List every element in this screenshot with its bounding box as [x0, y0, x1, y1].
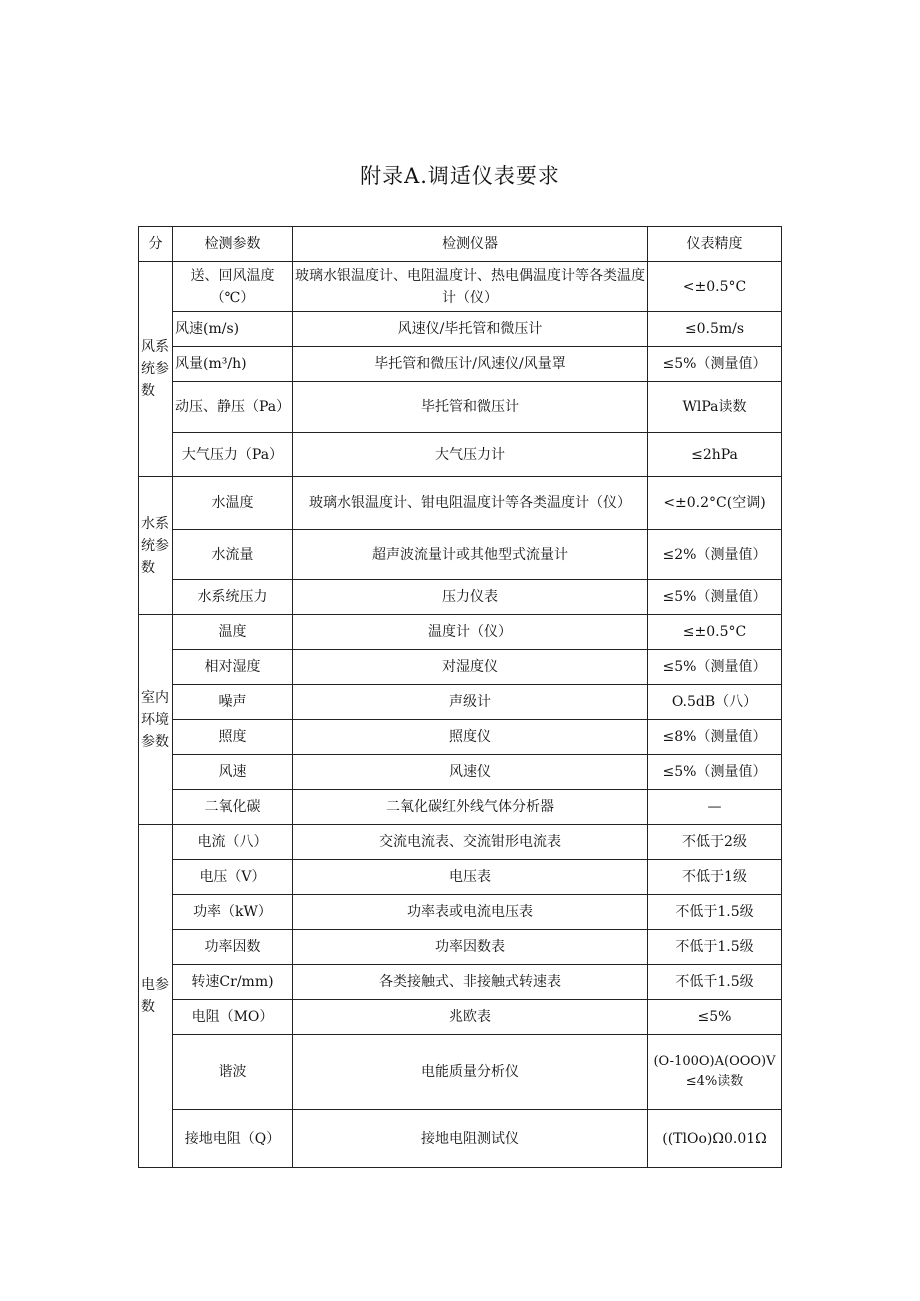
- accuracy-cell: 不低于2级: [648, 825, 782, 860]
- accuracy-cell: ≤5%（测量值）: [648, 580, 782, 615]
- instrument-cell: 交流电流表、交流钳形电流表: [293, 825, 648, 860]
- param-cell: 风量(m³/h): [173, 347, 293, 382]
- accuracy-cell: ≤2%（测量值）: [648, 530, 782, 580]
- table-row: [139, 930, 782, 965]
- table-row: [139, 965, 782, 1000]
- accuracy-cell: ≤5%（测量值）: [648, 755, 782, 790]
- table-row: [139, 685, 782, 720]
- accuracy-cell: ≤±0.5°C: [648, 615, 782, 650]
- table-row: [139, 1035, 782, 1110]
- param-cell: 电压（V）: [173, 860, 293, 895]
- param-cell: 照度: [173, 720, 293, 755]
- instrument-cell: 声级计: [293, 685, 648, 720]
- param-cell: 谐波: [173, 1035, 293, 1110]
- header-category: 分: [139, 227, 173, 262]
- param-cell: 送、回风温度（℃）: [173, 262, 293, 312]
- param-cell: 电流（八）: [173, 825, 293, 860]
- accuracy-cell: 不低于1级: [648, 860, 782, 895]
- table-row: [139, 382, 782, 433]
- table-row: [139, 615, 782, 650]
- table-header-row: [139, 227, 782, 262]
- accuracy-cell: <±0.2°C(空调): [648, 477, 782, 530]
- accuracy-cell: <±0.5°C: [648, 262, 782, 312]
- accuracy-cell: (O-100O)A(OOO)V≤4%读数: [648, 1035, 782, 1110]
- table-row: [139, 860, 782, 895]
- instrument-cell: 风速仪: [293, 755, 648, 790]
- table-row: [139, 312, 782, 347]
- header-instrument: 检测仪器: [293, 227, 648, 262]
- accuracy-cell: WlPa读数: [648, 382, 782, 433]
- instrument-cell: 功率因数表: [293, 930, 648, 965]
- table-row: [139, 477, 782, 530]
- accuracy-cell: ((TlOo)Ω0.01Ω: [648, 1110, 782, 1168]
- table-row: [139, 580, 782, 615]
- param-cell: 水流量: [173, 530, 293, 580]
- accuracy-cell: 不低千1.5级: [648, 965, 782, 1000]
- accuracy-cell: 不低于1.5级: [648, 930, 782, 965]
- table-row: [139, 1000, 782, 1035]
- param-cell: 风速(m/s): [173, 312, 293, 347]
- instrument-cell: 兆欧表: [293, 1000, 648, 1035]
- instrument-cell: 毕托管和微压计: [293, 382, 648, 433]
- group-label-electrical: 电参数: [139, 825, 173, 1168]
- instrument-cell: 大气压力计: [293, 433, 648, 477]
- instrument-cell: 对湿度仪: [293, 650, 648, 685]
- instrument-requirements-table: [138, 226, 782, 1168]
- group-label-water: 水系统参数: [139, 477, 173, 615]
- param-cell: 转速Cr/mm): [173, 965, 293, 1000]
- accuracy-cell: ≤5%: [648, 1000, 782, 1035]
- table-row: [139, 825, 782, 860]
- group-label-air: 风系统参数: [139, 262, 173, 477]
- param-cell: 大气压力（Pa）: [173, 433, 293, 477]
- table-row: [139, 895, 782, 930]
- param-cell: 温度: [173, 615, 293, 650]
- table-row: [139, 650, 782, 685]
- accuracy-cell: O.5dB（八）: [648, 685, 782, 720]
- param-cell: 二氧化碳: [173, 790, 293, 825]
- param-cell: 电阻（MO）: [173, 1000, 293, 1035]
- instrument-cell: 二氧化碳红外线气体分析器: [293, 790, 648, 825]
- instrument-cell: 风速仪/毕托管和微压计: [293, 312, 648, 347]
- instrument-cell: 超声波流量计或其他型式流量计: [293, 530, 648, 580]
- instrument-cell: 毕托管和微压计/风速仪/风量罩: [293, 347, 648, 382]
- param-cell: 水温度: [173, 477, 293, 530]
- param-cell: 动压、静压（Pa）: [173, 382, 293, 433]
- param-cell: 风速: [173, 755, 293, 790]
- param-cell: 功率因数: [173, 930, 293, 965]
- instrument-cell: 电压表: [293, 860, 648, 895]
- table-row: [139, 790, 782, 825]
- header-accuracy: 仪表精度: [648, 227, 782, 262]
- instrument-cell: 电能质量分析仪: [293, 1035, 648, 1110]
- page-title: 附录A.调适仪表要求: [360, 164, 560, 188]
- param-cell: 水系统压力: [173, 580, 293, 615]
- accuracy-cell: ≤0.5m/s: [648, 312, 782, 347]
- group-label-indoor: 室内环境参数: [139, 615, 173, 825]
- table-row: [139, 1110, 782, 1168]
- instrument-cell: 接地电阻测试仪: [293, 1110, 648, 1168]
- instrument-cell: 各类接触式、非接触式转速表: [293, 965, 648, 1000]
- accuracy-cell: ≤5%（测量值）: [648, 650, 782, 685]
- param-cell: 相对湿度: [173, 650, 293, 685]
- table-row: [139, 720, 782, 755]
- param-cell: 噪声: [173, 685, 293, 720]
- instrument-cell: 玻璃水银温度计、钳电阻温度计等各类温度计（仪）: [293, 477, 648, 530]
- header-parameter: 检测参数: [173, 227, 293, 262]
- table-row: [139, 530, 782, 580]
- table-row: [139, 433, 782, 477]
- instrument-cell: 压力仪表: [293, 580, 648, 615]
- instrument-cell: 功率表或电流电压表: [293, 895, 648, 930]
- accuracy-cell: ≤2hPa: [648, 433, 782, 477]
- table-row: [139, 755, 782, 790]
- table-row: [139, 347, 782, 382]
- param-cell: 接地电阻（Q）: [173, 1110, 293, 1168]
- accuracy-cell: —: [648, 790, 782, 825]
- instrument-cell: 照度仪: [293, 720, 648, 755]
- accuracy-cell: 不低于1.5级: [648, 895, 782, 930]
- accuracy-cell: ≤5%（测量值）: [648, 347, 782, 382]
- instrument-cell: 玻璃水银温度计、电阻温度计、热电偶温度计等各类温度计（仪）: [293, 262, 648, 312]
- param-cell: 功率（kW）: [173, 895, 293, 930]
- table-row: [139, 262, 782, 312]
- instrument-cell: 温度计（仪）: [293, 615, 648, 650]
- accuracy-cell: ≤8%（测量值）: [648, 720, 782, 755]
